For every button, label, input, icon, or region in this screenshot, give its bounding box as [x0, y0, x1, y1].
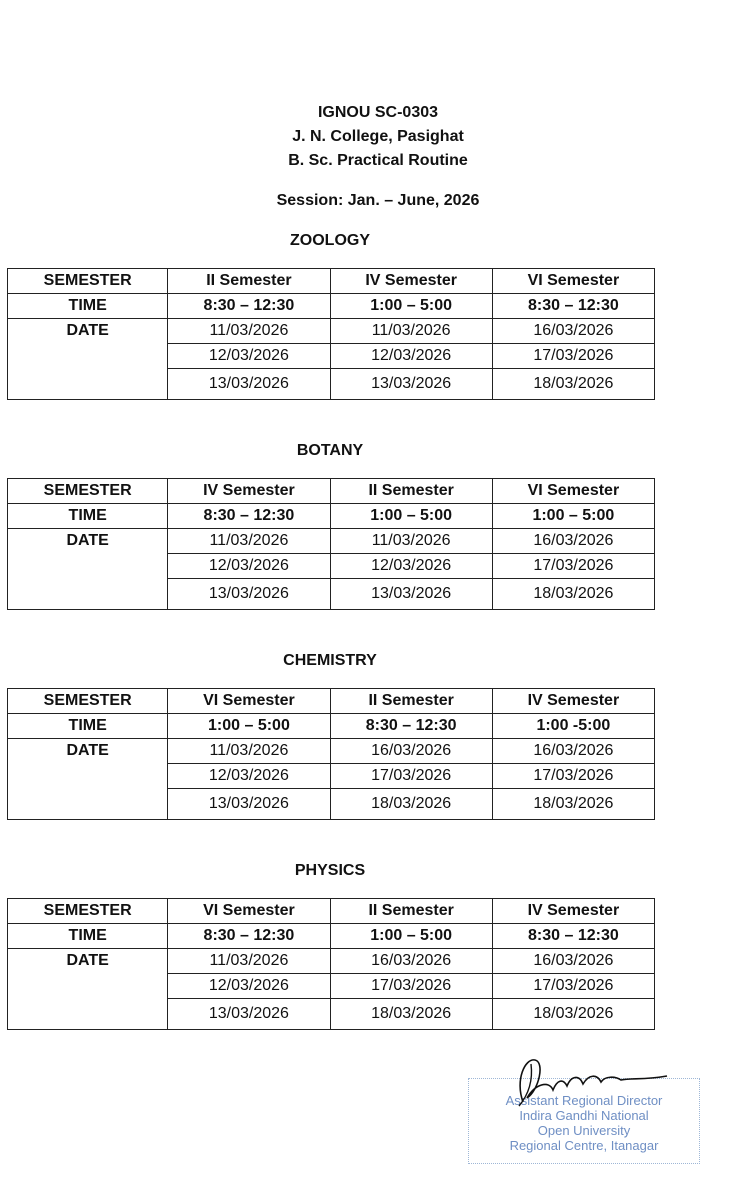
section-title-physics: PHYSICS — [294, 862, 366, 879]
time-row — [8, 924, 655, 949]
date-row — [8, 764, 655, 789]
time-cell: 1:00 -5:00 — [492, 714, 654, 739]
date-cell: 11/03/2026 — [168, 739, 330, 764]
semester-cell: II Semester — [330, 689, 492, 714]
semester-label: SEMESTER — [8, 479, 168, 504]
date-cell: 12/03/2026 — [168, 974, 330, 999]
date-cell: 17/03/2026 — [330, 764, 492, 789]
time-label: TIME — [8, 714, 168, 739]
time-row — [8, 714, 655, 739]
semester-row — [8, 269, 655, 294]
section-title-zoology: ZOOLOGY — [290, 232, 370, 249]
time-row — [8, 504, 655, 529]
date-label: DATE — [8, 949, 168, 974]
date-row — [8, 974, 655, 999]
date-cell: 17/03/2026 — [492, 554, 654, 579]
time-row — [8, 294, 655, 319]
date-cell: 11/03/2026 — [168, 529, 330, 554]
time-cell: 1:00 – 5:00 — [168, 714, 330, 739]
semester-cell: IV Semester — [492, 689, 654, 714]
semester-cell: VI Semester — [492, 479, 654, 504]
date-cell: 18/03/2026 — [330, 789, 492, 820]
semester-label: SEMESTER — [8, 269, 168, 294]
date-row — [8, 999, 655, 1030]
semester-cell: VI Semester — [168, 899, 330, 924]
date-cell: 11/03/2026 — [168, 319, 330, 344]
date-label-blank — [8, 974, 168, 999]
time-cell: 8:30 – 12:30 — [492, 294, 654, 319]
semester-label: SEMESTER — [8, 899, 168, 924]
semester-cell: VI Semester — [492, 269, 654, 294]
routine-table-botany — [7, 478, 655, 610]
date-row — [8, 949, 655, 974]
date-cell: 11/03/2026 — [330, 529, 492, 554]
session-label: Session: Jan. – June, 2026 — [276, 192, 480, 209]
date-cell: 18/03/2026 — [492, 999, 654, 1030]
document-heading: IGNOU SC-0303 — [317, 104, 439, 121]
date-label: DATE — [8, 319, 168, 344]
section-title-botany: BOTANY — [296, 442, 364, 459]
date-cell: 16/03/2026 — [492, 949, 654, 974]
semester-row — [8, 689, 655, 714]
date-cell: 11/03/2026 — [168, 949, 330, 974]
stamp-line: Indira Gandhi National — [519, 1108, 649, 1123]
date-cell: 13/03/2026 — [330, 579, 492, 610]
date-cell: 18/03/2026 — [492, 369, 654, 400]
date-cell: 16/03/2026 — [492, 319, 654, 344]
date-cell: 17/03/2026 — [492, 344, 654, 369]
date-cell: 12/03/2026 — [168, 344, 330, 369]
date-row — [8, 529, 655, 554]
time-cell: 1:00 – 5:00 — [492, 504, 654, 529]
date-row — [8, 789, 655, 820]
date-cell: 12/03/2026 — [168, 554, 330, 579]
date-row — [8, 369, 655, 400]
semester-cell: II Semester — [168, 269, 330, 294]
date-label-blank — [8, 579, 168, 610]
date-row — [8, 579, 655, 610]
date-cell: 13/03/2026 — [168, 999, 330, 1030]
date-cell: 13/03/2026 — [168, 579, 330, 610]
time-cell: 8:30 – 12:30 — [168, 294, 330, 319]
date-row — [8, 739, 655, 764]
semester-label: SEMESTER — [8, 689, 168, 714]
time-cell: 8:30 – 12:30 — [168, 924, 330, 949]
date-label-blank — [8, 369, 168, 400]
time-label: TIME — [8, 924, 168, 949]
semester-cell: II Semester — [330, 479, 492, 504]
date-cell: 16/03/2026 — [492, 739, 654, 764]
semester-row — [8, 899, 655, 924]
date-cell: 12/03/2026 — [168, 764, 330, 789]
date-cell: 13/03/2026 — [168, 369, 330, 400]
date-label-blank — [8, 764, 168, 789]
time-cell: 8:30 – 12:30 — [168, 504, 330, 529]
stamp-line: Assistant Regional Director — [505, 1093, 663, 1108]
time-label: TIME — [8, 294, 168, 319]
date-cell: 13/03/2026 — [330, 369, 492, 400]
college-name: J. N. College, Pasighat — [292, 128, 464, 145]
date-cell: 16/03/2026 — [492, 529, 654, 554]
date-label: DATE — [8, 529, 168, 554]
routine-title: B. Sc. Practical Routine — [288, 152, 468, 169]
date-cell: 18/03/2026 — [330, 999, 492, 1030]
date-label-blank — [8, 344, 168, 369]
section-title-chemistry: CHEMISTRY — [283, 652, 377, 669]
date-cell: 18/03/2026 — [492, 579, 654, 610]
date-cell: 17/03/2026 — [492, 974, 654, 999]
time-cell: 8:30 – 12:30 — [492, 924, 654, 949]
date-cell: 12/03/2026 — [330, 554, 492, 579]
date-label-blank — [8, 789, 168, 820]
date-cell: 17/03/2026 — [330, 974, 492, 999]
time-cell: 8:30 – 12:30 — [330, 714, 492, 739]
date-cell: 13/03/2026 — [168, 789, 330, 820]
date-cell: 18/03/2026 — [492, 789, 654, 820]
semester-cell: IV Semester — [492, 899, 654, 924]
date-label-blank — [8, 554, 168, 579]
date-row — [8, 344, 655, 369]
routine-table-chemistry — [7, 688, 655, 820]
date-label: DATE — [8, 739, 168, 764]
date-cell: 16/03/2026 — [330, 949, 492, 974]
date-cell: 11/03/2026 — [330, 319, 492, 344]
time-label: TIME — [8, 504, 168, 529]
semester-cell: VI Semester — [168, 689, 330, 714]
date-cell: 16/03/2026 — [330, 739, 492, 764]
time-cell: 1:00 – 5:00 — [330, 294, 492, 319]
date-row — [8, 319, 655, 344]
date-cell: 12/03/2026 — [330, 344, 492, 369]
stamp-line: Regional Centre, Itanagar — [509, 1138, 659, 1153]
semester-cell: IV Semester — [168, 479, 330, 504]
stamp-line: Open University — [537, 1123, 631, 1138]
semester-row — [8, 479, 655, 504]
date-row — [8, 554, 655, 579]
date-label-blank — [8, 999, 168, 1030]
date-cell: 17/03/2026 — [492, 764, 654, 789]
routine-table-zoology — [7, 268, 655, 400]
semester-cell: IV Semester — [330, 269, 492, 294]
time-cell: 1:00 – 5:00 — [330, 504, 492, 529]
signature — [505, 1050, 675, 1110]
semester-cell: II Semester — [330, 899, 492, 924]
routine-table-physics — [7, 898, 655, 1030]
time-cell: 1:00 – 5:00 — [330, 924, 492, 949]
